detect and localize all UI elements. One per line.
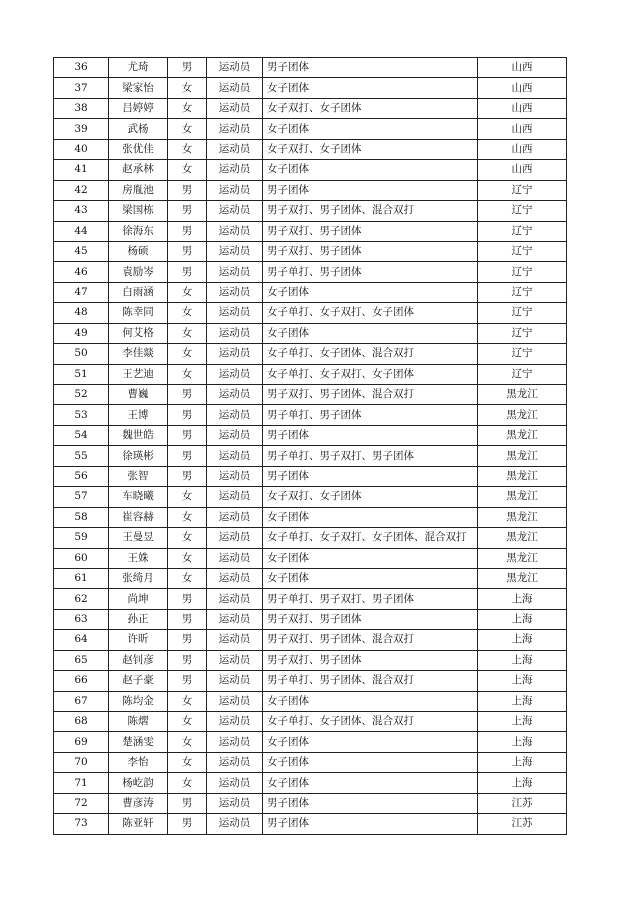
athlete-role: 运动员 xyxy=(207,568,263,588)
athlete-role: 运动员 xyxy=(207,262,263,282)
athlete-events: 男子团体 xyxy=(263,58,478,78)
table-row xyxy=(54,180,567,200)
athlete-province: 辽宁 xyxy=(478,323,567,343)
row-number: 53 xyxy=(54,405,109,425)
row-number: 69 xyxy=(54,732,109,752)
athlete-name: 梁国栋 xyxy=(109,201,168,221)
athlete-sex: 男 xyxy=(168,241,207,261)
table-row xyxy=(54,344,567,364)
athlete-province: 辽宁 xyxy=(478,201,567,221)
athlete-role: 运动员 xyxy=(207,344,263,364)
athlete-name: 徐瑛彬 xyxy=(109,446,168,466)
athlete-name: 曹巍 xyxy=(109,385,168,405)
athlete-province: 山西 xyxy=(478,98,567,118)
athlete-province: 辽宁 xyxy=(478,303,567,323)
athlete-sex: 女 xyxy=(168,303,207,323)
athlete-events: 女子团体 xyxy=(263,691,478,711)
athlete-province: 黑龙江 xyxy=(478,507,567,527)
athlete-sex: 女 xyxy=(168,548,207,568)
athlete-events: 男子单打、男子团体 xyxy=(263,405,478,425)
athlete-role: 运动员 xyxy=(207,650,263,670)
athlete-province: 黑龙江 xyxy=(478,466,567,486)
athlete-name: 王曼昱 xyxy=(109,528,168,548)
athlete-sex: 男 xyxy=(168,671,207,691)
athlete-events: 男子单打、男子团体、混合双打 xyxy=(263,671,478,691)
athlete-role: 运动员 xyxy=(207,180,263,200)
table-row xyxy=(54,78,567,98)
athlete-province: 辽宁 xyxy=(478,221,567,241)
table-row xyxy=(54,221,567,241)
athlete-role: 运动员 xyxy=(207,446,263,466)
table-row xyxy=(54,609,567,629)
athlete-sex: 女 xyxy=(168,528,207,548)
athlete-name: 王博 xyxy=(109,405,168,425)
table-row xyxy=(54,119,567,139)
athlete-province: 黑龙江 xyxy=(478,568,567,588)
row-number: 70 xyxy=(54,752,109,772)
athlete-name: 魏世皓 xyxy=(109,425,168,445)
athlete-role: 运动员 xyxy=(207,691,263,711)
athlete-role: 运动员 xyxy=(207,241,263,261)
athlete-sex: 女 xyxy=(168,282,207,302)
athlete-role: 运动员 xyxy=(207,548,263,568)
athlete-name: 崔容赫 xyxy=(109,507,168,527)
row-number: 60 xyxy=(54,548,109,568)
athlete-name: 陈幸同 xyxy=(109,303,168,323)
athlete-role: 运动员 xyxy=(207,58,263,78)
athlete-name: 陈均金 xyxy=(109,691,168,711)
row-number: 38 xyxy=(54,98,109,118)
athlete-name: 张智 xyxy=(109,466,168,486)
athlete-province: 江苏 xyxy=(478,814,567,834)
athlete-sex: 男 xyxy=(168,58,207,78)
athlete-sex: 男 xyxy=(168,650,207,670)
athlete-events: 男子单打、男子团体 xyxy=(263,262,478,282)
athlete-sex: 男 xyxy=(168,180,207,200)
athlete-role: 运动员 xyxy=(207,405,263,425)
row-number: 47 xyxy=(54,282,109,302)
athlete-sex: 女 xyxy=(168,78,207,98)
athlete-role: 运动员 xyxy=(207,119,263,139)
athlete-events: 男子团体 xyxy=(263,814,478,834)
table-row xyxy=(54,814,567,834)
athlete-sex: 男 xyxy=(168,609,207,629)
row-number: 61 xyxy=(54,568,109,588)
athlete-province: 上海 xyxy=(478,671,567,691)
row-number: 67 xyxy=(54,691,109,711)
athlete-name: 房胤池 xyxy=(109,180,168,200)
table-row xyxy=(54,139,567,159)
athlete-province: 上海 xyxy=(478,609,567,629)
row-number: 59 xyxy=(54,528,109,548)
athlete-province: 上海 xyxy=(478,630,567,650)
athlete-events: 女子单打、女子团体、混合双打 xyxy=(263,344,478,364)
athlete-province: 山西 xyxy=(478,139,567,159)
athlete-name: 王姝 xyxy=(109,548,168,568)
athlete-role: 运动员 xyxy=(207,814,263,834)
athlete-role: 运动员 xyxy=(207,793,263,813)
table-row xyxy=(54,323,567,343)
athlete-name: 赵承林 xyxy=(109,160,168,180)
athlete-events: 女子双打、女子团体 xyxy=(263,98,478,118)
athlete-events: 女子团体 xyxy=(263,773,478,793)
table-row xyxy=(54,385,567,405)
table-row xyxy=(54,671,567,691)
athlete-events: 男子双打、男子团体、混合双打 xyxy=(263,385,478,405)
row-number: 36 xyxy=(54,58,109,78)
table-row xyxy=(54,241,567,261)
athlete-sex: 男 xyxy=(168,385,207,405)
athlete-province: 黑龙江 xyxy=(478,548,567,568)
row-number: 42 xyxy=(54,180,109,200)
athlete-role: 运动员 xyxy=(207,385,263,405)
athlete-role: 运动员 xyxy=(207,466,263,486)
row-number: 43 xyxy=(54,201,109,221)
athlete-name: 陈亚轩 xyxy=(109,814,168,834)
athlete-name: 吕婷婷 xyxy=(109,98,168,118)
athlete-province: 山西 xyxy=(478,160,567,180)
athlete-name: 许昕 xyxy=(109,630,168,650)
athlete-name: 赵钊彦 xyxy=(109,650,168,670)
athlete-role: 运动员 xyxy=(207,507,263,527)
athlete-province: 上海 xyxy=(478,589,567,609)
athlete-sex: 女 xyxy=(168,487,207,507)
athlete-sex: 女 xyxy=(168,568,207,588)
athlete-events: 女子团体 xyxy=(263,568,478,588)
athlete-name: 尚坤 xyxy=(109,589,168,609)
athlete-province: 黑龙江 xyxy=(478,528,567,548)
row-number: 46 xyxy=(54,262,109,282)
athlete-province: 上海 xyxy=(478,773,567,793)
athlete-sex: 男 xyxy=(168,589,207,609)
athlete-sex: 男 xyxy=(168,262,207,282)
athlete-province: 黑龙江 xyxy=(478,446,567,466)
athlete-province: 辽宁 xyxy=(478,262,567,282)
athlete-name: 张绮月 xyxy=(109,568,168,588)
athlete-events: 女子单打、女子团体、混合双打 xyxy=(263,712,478,732)
row-number: 72 xyxy=(54,793,109,813)
athlete-province: 黑龙江 xyxy=(478,425,567,445)
athlete-province: 辽宁 xyxy=(478,241,567,261)
athlete-province: 山西 xyxy=(478,78,567,98)
athlete-events: 男子团体 xyxy=(263,425,478,445)
athlete-name: 徐海东 xyxy=(109,221,168,241)
table-row xyxy=(54,691,567,711)
athlete-name: 陈熠 xyxy=(109,712,168,732)
athlete-province: 山西 xyxy=(478,58,567,78)
athlete-name: 赵子豪 xyxy=(109,671,168,691)
table-row xyxy=(54,630,567,650)
row-number: 49 xyxy=(54,323,109,343)
athlete-sex: 女 xyxy=(168,507,207,527)
athlete-name: 梁家怡 xyxy=(109,78,168,98)
row-number: 55 xyxy=(54,446,109,466)
table-row xyxy=(54,568,567,588)
athlete-role: 运动员 xyxy=(207,78,263,98)
athlete-name: 孙正 xyxy=(109,609,168,629)
athlete-province: 上海 xyxy=(478,712,567,732)
table-row xyxy=(54,262,567,282)
athlete-events: 女子双打、女子团体 xyxy=(263,487,478,507)
athlete-events: 女子团体 xyxy=(263,78,478,98)
athlete-role: 运动员 xyxy=(207,773,263,793)
athlete-name: 何艾格 xyxy=(109,323,168,343)
athlete-sex: 女 xyxy=(168,752,207,772)
table-row xyxy=(54,201,567,221)
table-row xyxy=(54,303,567,323)
athlete-province: 江苏 xyxy=(478,793,567,813)
athlete-role: 运动员 xyxy=(207,201,263,221)
table-row xyxy=(54,487,567,507)
table-row xyxy=(54,446,567,466)
athlete-role: 运动员 xyxy=(207,589,263,609)
row-number: 71 xyxy=(54,773,109,793)
athlete-province: 山西 xyxy=(478,119,567,139)
athlete-events: 女子团体 xyxy=(263,323,478,343)
row-number: 63 xyxy=(54,609,109,629)
athlete-role: 运动员 xyxy=(207,364,263,384)
table-row xyxy=(54,752,567,772)
table-row xyxy=(54,58,567,78)
athlete-role: 运动员 xyxy=(207,609,263,629)
table-row xyxy=(54,466,567,486)
athlete-province: 辽宁 xyxy=(478,282,567,302)
athlete-province: 辽宁 xyxy=(478,364,567,384)
athlete-events: 男子团体 xyxy=(263,793,478,813)
row-number: 45 xyxy=(54,241,109,261)
athlete-events: 女子双打、女子团体 xyxy=(263,139,478,159)
table-row xyxy=(54,160,567,180)
row-number: 57 xyxy=(54,487,109,507)
table-row xyxy=(54,773,567,793)
athlete-name: 袁励岑 xyxy=(109,262,168,282)
athlete-sex: 男 xyxy=(168,466,207,486)
athlete-name: 王艺迪 xyxy=(109,364,168,384)
athlete-name: 白雨涵 xyxy=(109,282,168,302)
athlete-events: 男子双打、男子团体 xyxy=(263,650,478,670)
athlete-events: 男子团体 xyxy=(263,466,478,486)
athlete-sex: 女 xyxy=(168,712,207,732)
athlete-events: 男子双打、男子团体、混合双打 xyxy=(263,630,478,650)
athlete-role: 运动员 xyxy=(207,487,263,507)
athlete-role: 运动员 xyxy=(207,160,263,180)
row-number: 39 xyxy=(54,119,109,139)
athlete-province: 黑龙江 xyxy=(478,405,567,425)
row-number: 54 xyxy=(54,425,109,445)
athlete-sex: 女 xyxy=(168,732,207,752)
row-number: 37 xyxy=(54,78,109,98)
athlete-events: 女子团体 xyxy=(263,548,478,568)
athlete-events: 男子单打、男子双打、男子团体 xyxy=(263,589,478,609)
table-row xyxy=(54,405,567,425)
table-row xyxy=(54,548,567,568)
row-number: 58 xyxy=(54,507,109,527)
athlete-events: 女子团体 xyxy=(263,282,478,302)
athlete-sex: 男 xyxy=(168,793,207,813)
athlete-sex: 女 xyxy=(168,98,207,118)
row-number: 52 xyxy=(54,385,109,405)
athlete-sex: 男 xyxy=(168,221,207,241)
row-number: 56 xyxy=(54,466,109,486)
athlete-sex: 女 xyxy=(168,773,207,793)
athlete-role: 运动员 xyxy=(207,323,263,343)
athlete-name: 楚涵雯 xyxy=(109,732,168,752)
row-number: 50 xyxy=(54,344,109,364)
athlete-province: 辽宁 xyxy=(478,180,567,200)
athlete-events: 男子双打、男子团体、混合双打 xyxy=(263,201,478,221)
athlete-sex: 男 xyxy=(168,201,207,221)
athlete-name: 曹彦涛 xyxy=(109,793,168,813)
athlete-events: 女子单打、女子双打、女子团体、混合双打 xyxy=(263,528,478,548)
athlete-sex: 男 xyxy=(168,446,207,466)
athlete-role: 运动员 xyxy=(207,712,263,732)
table-row xyxy=(54,793,567,813)
athlete-role: 运动员 xyxy=(207,282,263,302)
table-row xyxy=(54,98,567,118)
athlete-sex: 男 xyxy=(168,814,207,834)
row-number: 62 xyxy=(54,589,109,609)
athlete-events: 女子单打、女子双打、女子团体 xyxy=(263,364,478,384)
athlete-province: 辽宁 xyxy=(478,344,567,364)
athlete-sex: 男 xyxy=(168,405,207,425)
athlete-roster-table xyxy=(53,57,567,835)
athlete-name: 李怡 xyxy=(109,752,168,772)
row-number: 41 xyxy=(54,160,109,180)
athlete-events: 男子单打、男子双打、男子团体 xyxy=(263,446,478,466)
athlete-sex: 男 xyxy=(168,425,207,445)
athlete-role: 运动员 xyxy=(207,425,263,445)
athlete-events: 女子团体 xyxy=(263,507,478,527)
row-number: 64 xyxy=(54,630,109,650)
athlete-sex: 女 xyxy=(168,691,207,711)
athlete-sex: 女 xyxy=(168,323,207,343)
athlete-province: 黑龙江 xyxy=(478,385,567,405)
athlete-role: 运动员 xyxy=(207,752,263,772)
athlete-name: 张优佳 xyxy=(109,139,168,159)
table-row xyxy=(54,732,567,752)
athlete-name: 尤琦 xyxy=(109,58,168,78)
athlete-sex: 女 xyxy=(168,160,207,180)
athlete-events: 男子双打、男子团体 xyxy=(263,241,478,261)
athlete-name: 武杨 xyxy=(109,119,168,139)
athlete-province: 上海 xyxy=(478,752,567,772)
table-row xyxy=(54,528,567,548)
athlete-events: 男子团体 xyxy=(263,180,478,200)
row-number: 51 xyxy=(54,364,109,384)
athlete-events: 女子团体 xyxy=(263,160,478,180)
table-row xyxy=(54,507,567,527)
athlete-role: 运动员 xyxy=(207,139,263,159)
athlete-sex: 女 xyxy=(168,119,207,139)
athlete-province: 黑龙江 xyxy=(478,487,567,507)
athlete-name: 车晓曦 xyxy=(109,487,168,507)
table-row xyxy=(54,712,567,732)
athlete-events: 女子团体 xyxy=(263,119,478,139)
table-row xyxy=(54,650,567,670)
athlete-role: 运动员 xyxy=(207,98,263,118)
row-number: 73 xyxy=(54,814,109,834)
athlete-sex: 女 xyxy=(168,364,207,384)
athlete-sex: 男 xyxy=(168,630,207,650)
athlete-events: 女子团体 xyxy=(263,732,478,752)
table-row xyxy=(54,282,567,302)
table-row xyxy=(54,364,567,384)
row-number: 65 xyxy=(54,650,109,670)
athlete-province: 上海 xyxy=(478,732,567,752)
table-row xyxy=(54,425,567,445)
athlete-sex: 女 xyxy=(168,344,207,364)
row-number: 68 xyxy=(54,712,109,732)
row-number: 44 xyxy=(54,221,109,241)
athlete-role: 运动员 xyxy=(207,303,263,323)
athlete-province: 上海 xyxy=(478,691,567,711)
roster-body xyxy=(54,58,567,835)
athlete-events: 男子双打、男子团体 xyxy=(263,609,478,629)
row-number: 40 xyxy=(54,139,109,159)
table-row xyxy=(54,589,567,609)
athlete-events: 女子团体 xyxy=(263,752,478,772)
athlete-role: 运动员 xyxy=(207,630,263,650)
row-number: 48 xyxy=(54,303,109,323)
athlete-name: 杨硕 xyxy=(109,241,168,261)
athlete-sex: 女 xyxy=(168,139,207,159)
row-number: 66 xyxy=(54,671,109,691)
athlete-role: 运动员 xyxy=(207,221,263,241)
athlete-province: 上海 xyxy=(478,650,567,670)
athlete-role: 运动员 xyxy=(207,732,263,752)
athlete-events: 女子单打、女子双打、女子团体 xyxy=(263,303,478,323)
athlete-role: 运动员 xyxy=(207,528,263,548)
athlete-name: 李佳燚 xyxy=(109,344,168,364)
athlete-role: 运动员 xyxy=(207,671,263,691)
athlete-events: 男子双打、男子团体 xyxy=(263,221,478,241)
athlete-name: 杨屹韵 xyxy=(109,773,168,793)
